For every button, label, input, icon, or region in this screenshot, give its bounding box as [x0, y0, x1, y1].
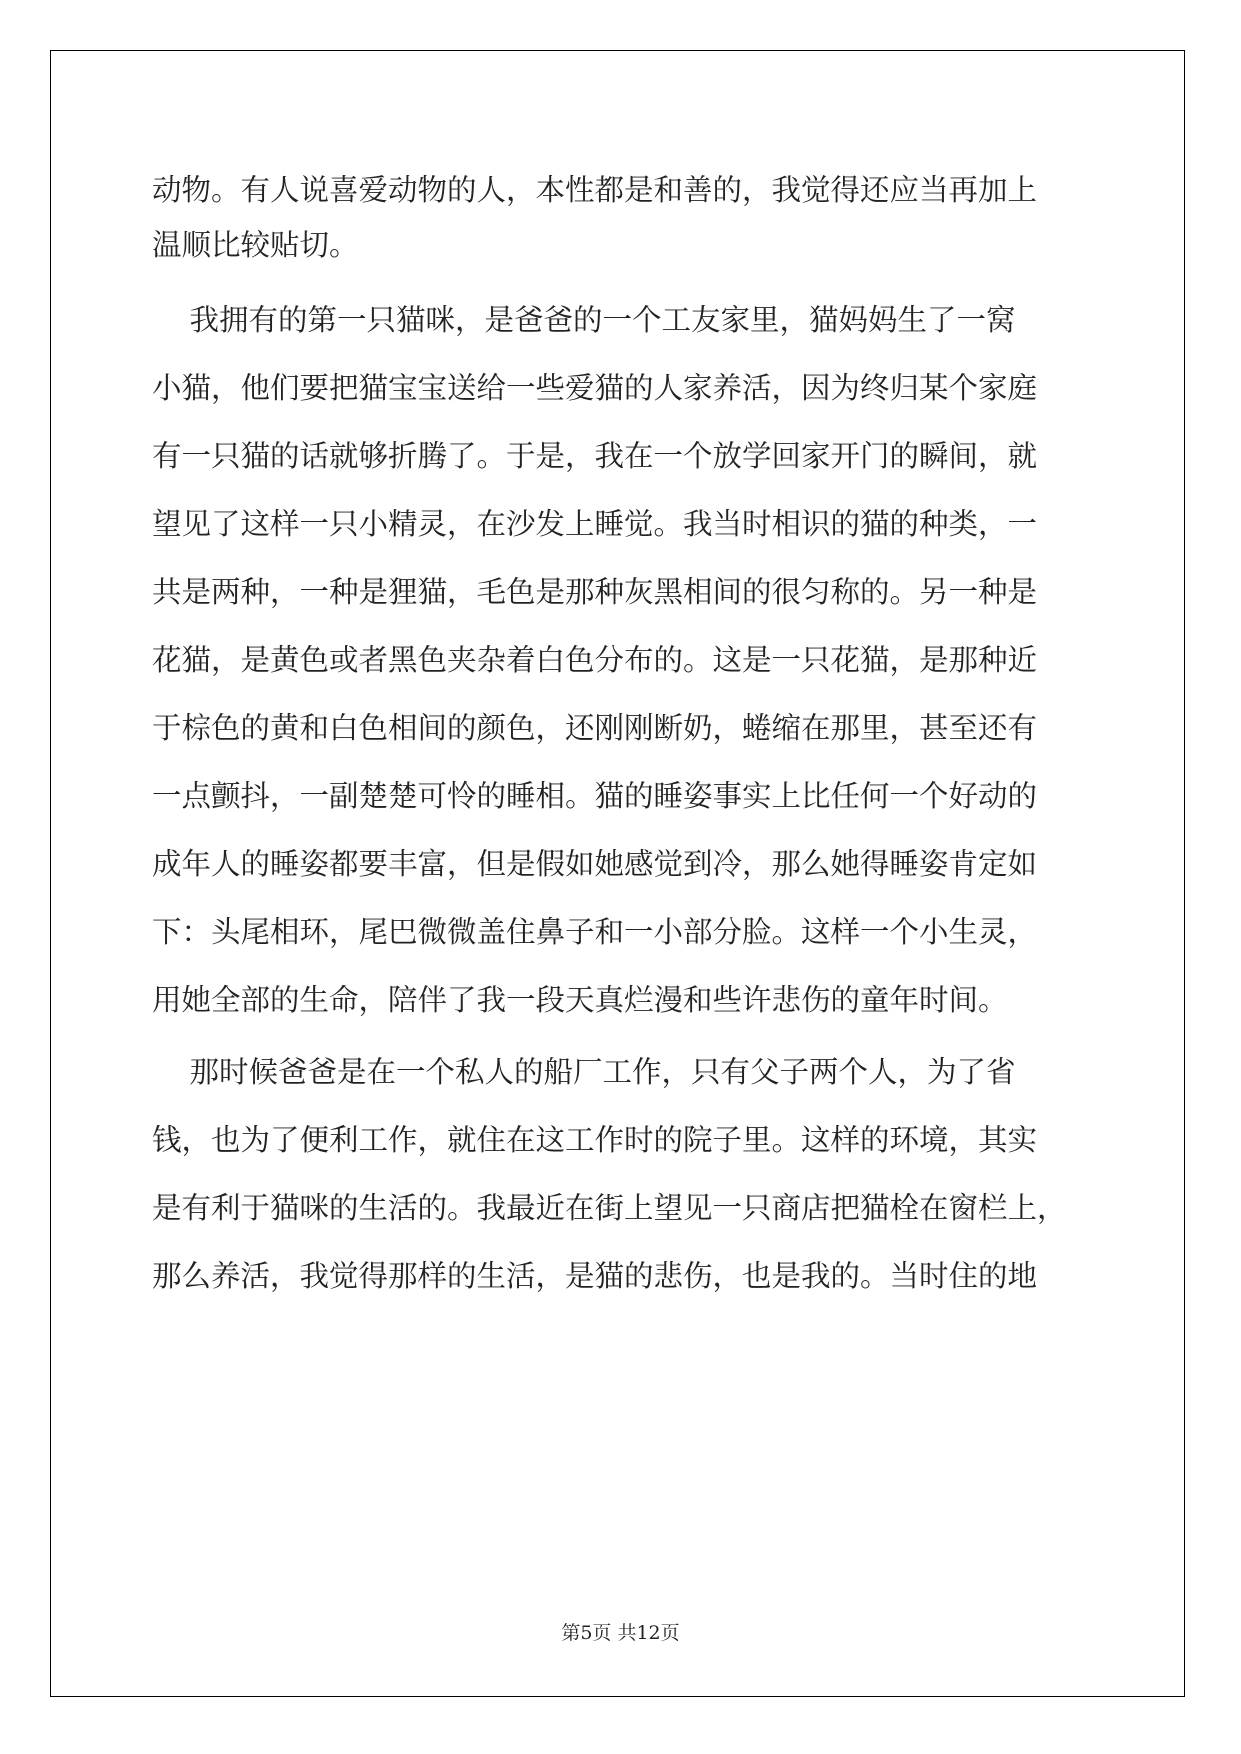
text-line: 于棕色的黄和白色相间的颜色，还刚刚断奶，蜷缩在那里，甚至还有: [152, 711, 1038, 745]
text-line: 成年人的睡姿都要丰富，但是假如她感觉到冷，那么她得睡姿肯定如: [152, 847, 1038, 881]
text-line: 动物。有人说喜爱动物的人，本性都是和善的，我觉得还应当再加上: [152, 173, 1038, 207]
text-line: 有一只猫的话就够折腾了。于是，我在一个放学回家开门的瞬间，就: [152, 439, 1038, 473]
text-line: 用她全部的生命，陪伴了我一段天真烂漫和些许悲伤的童年时间。: [152, 983, 1008, 1017]
text-line: 钱，也为了便利工作，就住在这工作时的院子里。这样的环境，其实: [152, 1123, 1038, 1157]
text-line: 共是两种，一种是狸猫，毛色是那种灰黑相间的很匀称的。另一种是: [152, 575, 1038, 609]
page-number-footer: 第5页 共12页: [561, 1622, 680, 1644]
text-line: 花猫，是黄色或者黑色夹杂着白色分布的。这是一只花猫，是那种近: [152, 643, 1038, 677]
text-line: 我拥有的第一只猫咪，是爸爸的一个工友家里，猫妈妈生了一窝: [152, 303, 1016, 337]
text-line: 小猫，他们要把猫宝宝送给一些爱猫的人家养活，因为终归某个家庭: [152, 371, 1038, 405]
text-line: 那么养活，我觉得那样的生活，是猫的悲伤，也是我的。当时住的地: [152, 1259, 1038, 1293]
text-line: 温顺比较贴切。: [152, 228, 359, 262]
text-line: 一点颤抖，一副楚楚可怜的睡相。猫的睡姿事实上比任何一个好动的: [152, 779, 1038, 813]
text-line: 那时候爸爸是在一个私人的船厂工作，只有父子两个人，为了省: [152, 1055, 1016, 1089]
text-line: 望见了这样一只小精灵，在沙发上睡觉。我当时相识的猫的种类，一: [152, 507, 1038, 541]
text-line: 下：头尾相环，尾巴微微盖住鼻子和一小部分脸。这样一个小生灵，: [152, 915, 1038, 949]
text-line: 是有利于猫咪的生活的。我最近在街上望见一只商店把猫栓在窗栏上，: [152, 1191, 1067, 1225]
